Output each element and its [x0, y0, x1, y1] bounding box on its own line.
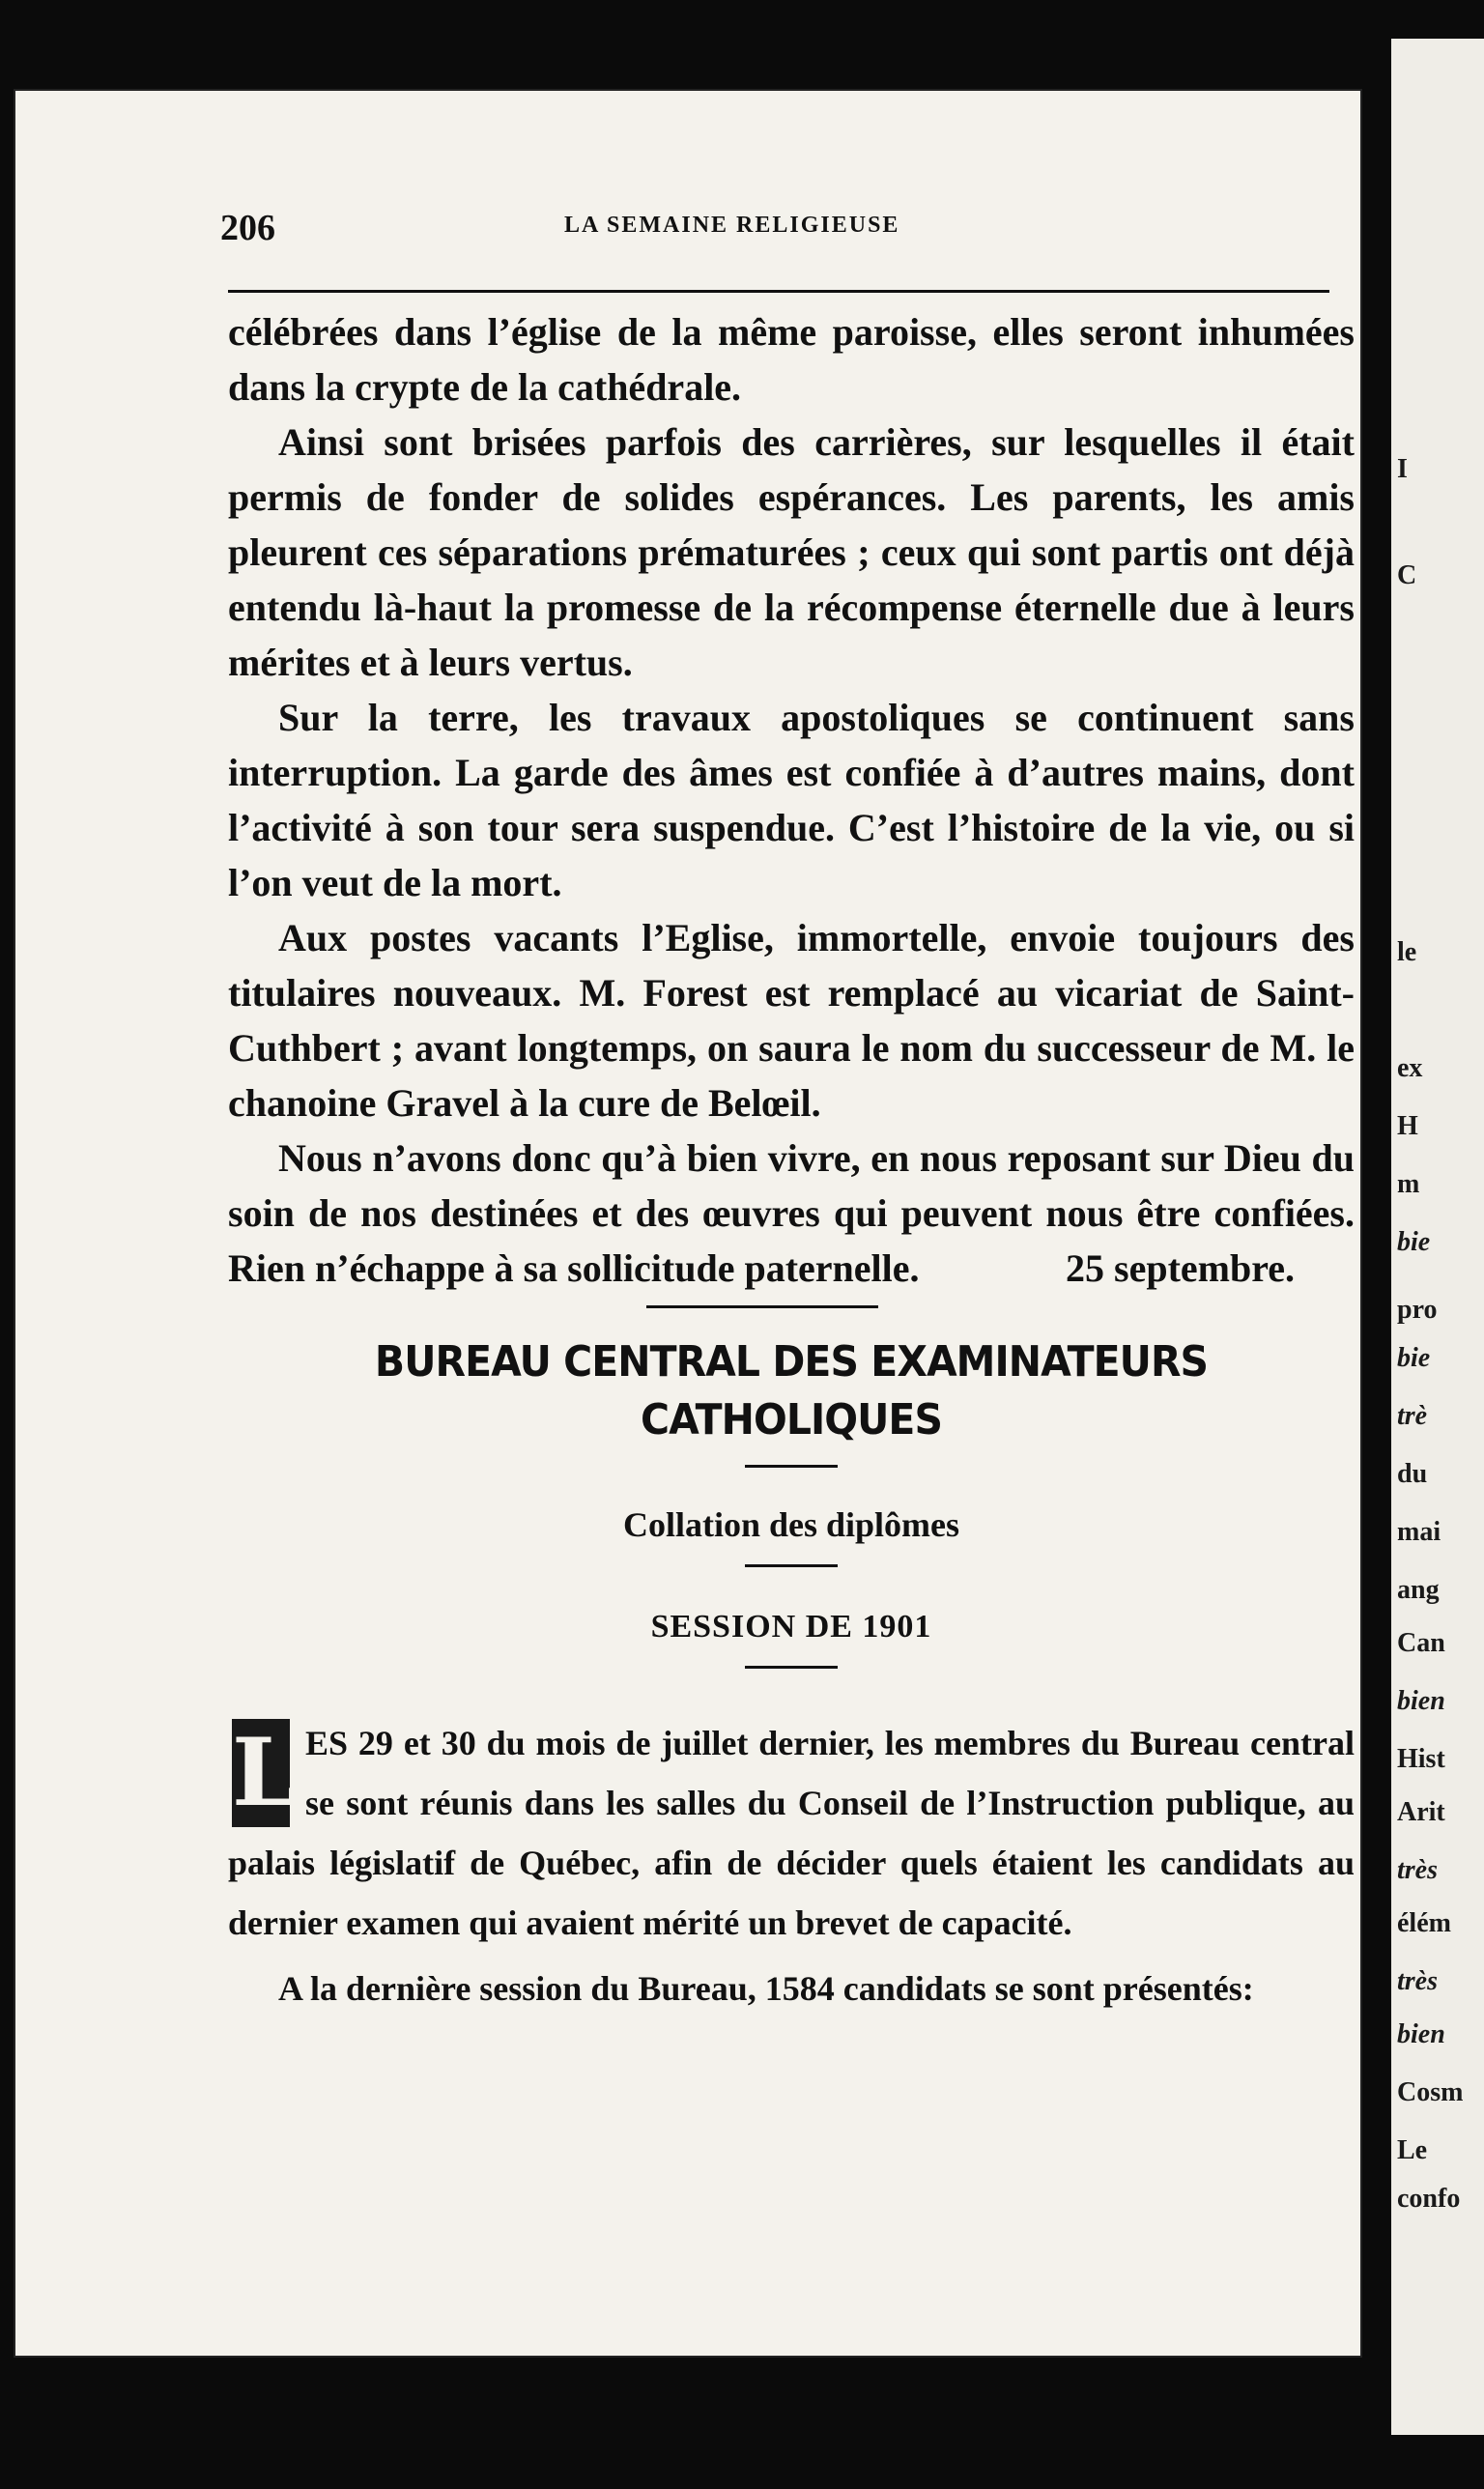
running-title: LA SEMAINE RELIGIEUSE [564, 213, 900, 238]
facing-page-fragment: bie [1397, 1227, 1431, 1257]
title-rule [745, 1465, 838, 1468]
header-rule [228, 290, 1329, 293]
paragraph: célébrées dans l’église de la même paroisse, elles seront inhumées dans la crypte de la cathédrale. [228, 310, 1355, 409]
facing-page-fragment: le [1397, 937, 1417, 967]
facing-page-fragment: ang [1397, 1575, 1440, 1605]
facing-page-fragment: bie [1397, 1343, 1431, 1373]
section-title: BUREAU CENTRAL DES EXAMINATEURS CATHOLIQUES [374, 1337, 1209, 1445]
facing-page-fragment: très [1397, 1966, 1438, 1996]
paragraph: Ainsi sont brisées parfois des carrières, sur lesquelles il était permis de fonder de solides espérances. Les parents, les amis pleurent ces séparations prématurées ; ceux qui sont partis ont déjà entendu là-haut la promesse de la récompense éternelle due à leurs mérites et à leurs vertus. [228, 420, 1355, 684]
paragraph: A la dernière session du Bureau, 1584 candidats se sont présentés: [278, 1969, 1254, 2008]
facing-page-fragment: I [1397, 454, 1408, 484]
page-number: 206 [220, 208, 275, 248]
facing-page-fragment: C [1397, 560, 1417, 590]
page-body [228, 290, 1355, 2018]
running-header [207, 203, 1380, 257]
facing-page-fragment: Arit [1397, 1797, 1445, 1827]
dateline: 25 septembre. [1066, 1246, 1295, 1290]
facing-page-fragment: pro [1397, 1295, 1438, 1325]
subtitle-rule [745, 1564, 838, 1567]
paragraph: ES 29 et 30 du mois de juillet dernier, les membres du Bureau central se sont réunis dans les salles du Conseil de l’Instruction publique, au palais législatif de Québec, afin de décider quels étaient les candidats au dernier examen qui avaient mérité un brevet de capacité. [228, 1724, 1355, 1942]
facing-page-fragment: Cosm [1397, 2077, 1464, 2107]
facing-page-fragment: Can [1397, 1628, 1445, 1658]
facing-page-fragment: H [1397, 1111, 1418, 1141]
facing-page-fragment: très [1397, 1855, 1438, 1885]
section-subtitle: Collation des diplômes [622, 1505, 960, 1544]
facing-page-fragment: du [1397, 1459, 1428, 1489]
paragraph: Aux postes vacants l’Eglise, immortelle, envoie toujours des titulaires nouveaux. M. Forest est remplacé au vicariat de Saint-Cuthbert ; avant longtemps, on saura le nom du successeur de M. le chanoine Gravel à la cure de Belœil. [228, 916, 1355, 1125]
session-heading: SESSION DE 1901 [650, 1609, 932, 1645]
facing-page-fragment: mai [1397, 1517, 1441, 1547]
facing-page-fragment: Le [1397, 2135, 1428, 2165]
paragraph: Nous n’avons donc qu’à bien vivre, en nous reposant sur Dieu du soin de nos destinées et des œuvres qui peuvent nous être confiées. Rien n’échappe à sa sollicitude paternelle. [228, 1136, 1355, 1290]
drop-cap: L [232, 1718, 298, 1827]
section-divider [646, 1305, 878, 1308]
facing-page-fragment: trè [1397, 1401, 1428, 1431]
facing-page-fragment: bien [1397, 1686, 1445, 1716]
facing-page-fragment: élém [1397, 1908, 1451, 1938]
facing-page-fragment: confo [1397, 2184, 1461, 2214]
section-body [228, 1713, 1355, 2018]
facing-page-edge [1391, 39, 1484, 2435]
facing-page-fragment: Hist [1397, 1744, 1445, 1774]
facing-page-fragment: ex [1397, 1053, 1423, 1083]
paragraph: Sur la terre, les travaux apostoliques se continuent sans interruption. La garde des âmes est confiée à d’autres mains, dont l’activité à son tour sera suspendue. C’est l’histoire de la vie, ou si l’on veut de la mort. [228, 696, 1355, 904]
session-rule [745, 1666, 838, 1669]
facing-page-fragment: m [1397, 1169, 1420, 1199]
facing-page-fragment: bien [1397, 2019, 1445, 2049]
